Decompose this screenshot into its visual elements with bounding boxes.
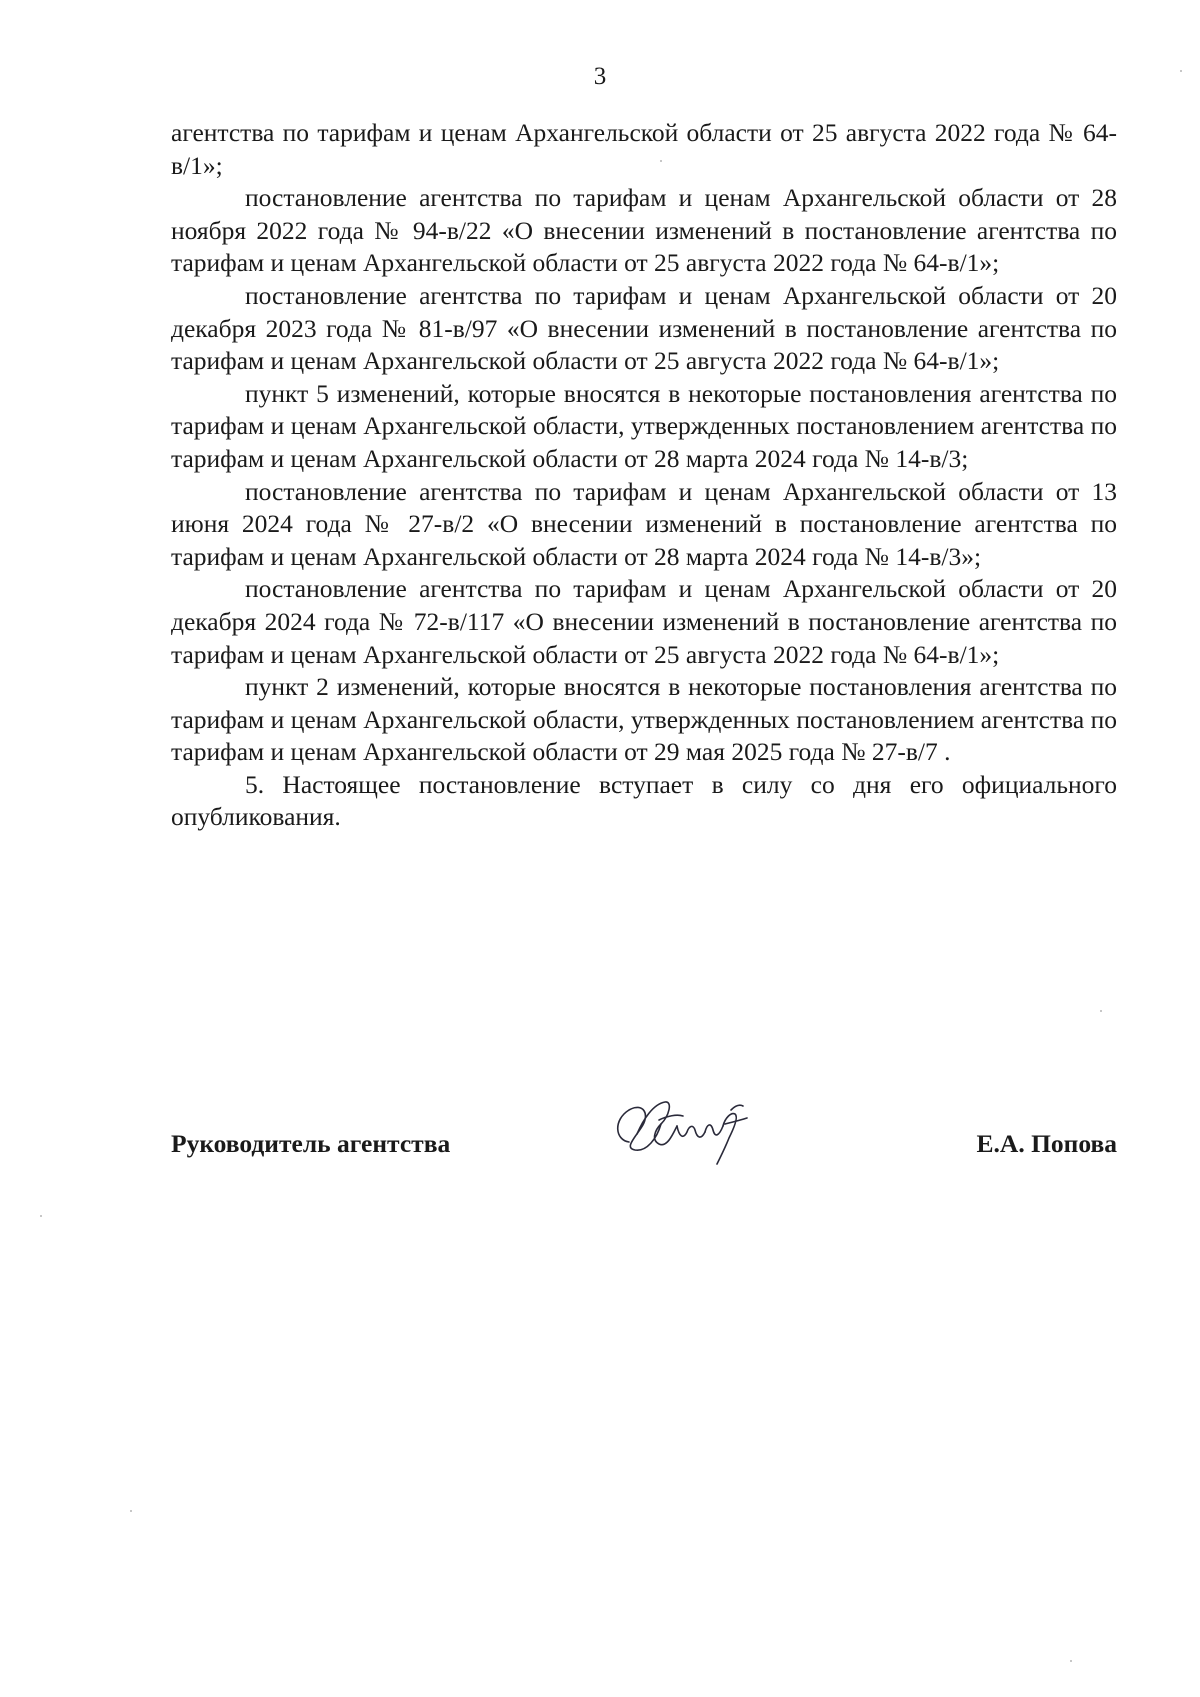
document-body [171, 117, 1117, 834]
paragraph: постановление агентства по тарифам и ценам Архангельской области от 28 ноября 2022 года № 94-в/22 «О внесении изменений в постановление агентства по тарифам и ценам Архангельской области от 25 августа 2022 года № 64-в/1»; [171, 183, 1117, 278]
paragraph: постановление агентства по тарифам и ценам Архангельской области от 20 декабря 2023 года № 81-в/97 «О внесении изменений в постановление агентства по тарифам и ценам Архангельской области от 25 августа 2022 года № 64-в/1»; [171, 280, 1117, 376]
paragraph: постановление агентства по тарифам и ценам Архангельской области от 13 июня 2024 года № 27-в/2 «О внесении изменений в постановление агентства по тарифам и ценам Архангельской области от 28 марта 2024 года № 14-в/3»; [171, 476, 1117, 571]
paragraph: 5. Настоящее постановление вступает в силу со дня его официального опубликования. [171, 769, 1117, 832]
signatory-name: Е.А. Попова [976, 1129, 1117, 1158]
signatory-title: Руководитель агентства [171, 1129, 451, 1158]
paragraph: пункт 5 изменений, которые вносятся в некоторые постановления агентства по тарифам и ценам Архангельской области, утвержденных постановлением агентства по тарифам и ценам Архангельской области от 28 марта 2024 года № 14-в/3; [171, 378, 1117, 473]
scan-speck [1070, 1660, 1072, 1662]
paragraph: постановление агентства по тарифам и ценам Архангельской области от 20 декабря 2024 года № 72-в/117 «О внесении изменений в постановление агентства по тарифам и ценам Архангельской области от 25 августа 2022 года № 64-в/1»; [171, 574, 1117, 669]
scan-speck [1180, 70, 1182, 72]
handwritten-signature [607, 1090, 757, 1170]
paragraph: агентства по тарифам и ценам Архангельской области от 25 августа 2022 года № 64-в/1»; [171, 118, 1117, 180]
paragraph: пункт 2 изменений, которые вносятся в некоторые постановления агентства по тарифам и ценам Архангельской области, утвержденных постановлением агентства по тарифам и ценам Архангельской области от 29 мая 2025 года № 27-в/7 . [171, 672, 1117, 767]
signature-block [171, 1108, 1117, 1198]
scan-speck [660, 160, 662, 162]
scan-speck [1100, 1010, 1102, 1012]
page-number: 3 [593, 63, 607, 90]
scan-speck [40, 1215, 42, 1217]
scan-speck [130, 1510, 132, 1512]
